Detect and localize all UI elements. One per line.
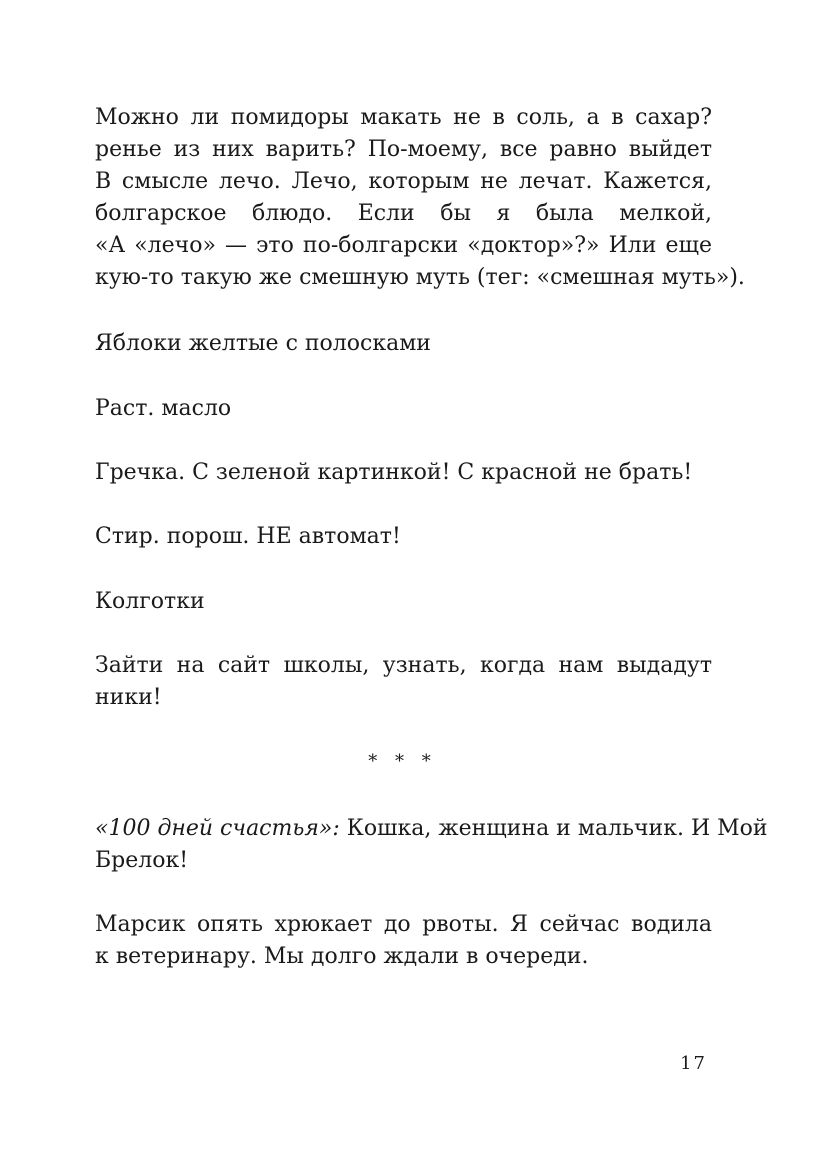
paragraph-line: Можно ли помидоры макать не в соль, а в сахар? [95, 105, 712, 130]
section-separator: * * * [368, 751, 437, 772]
paragraph-line: кую-то такую же смешную муть (тег: «смешная муть»). [95, 265, 745, 290]
list-item-buckwheat: Гречка. С зеленой картинкой! С красной не брать! [95, 460, 693, 485]
paragraph-line: Марсик опять хрюкает до рвоты. Я сейчас водила [95, 912, 712, 937]
paragraph-line: Зайти на сайт школы, узнать, когда нам выдадут [95, 653, 712, 678]
list-item-oil: Раст. масло [95, 396, 232, 421]
list-item-apples: Яблоки желтые с полосками [95, 331, 431, 356]
list-item-tights: Колготки [95, 589, 205, 614]
paragraph-line: ники! [95, 685, 162, 710]
paragraph-line [95, 813, 768, 845]
paragraph-line: к ветеринару. Мы долго ждали в очереди. [95, 944, 589, 969]
paragraph-line: «А «лечо» — это по-болгарски «доктор»?» Или еще [95, 233, 712, 258]
paragraph-school [95, 650, 712, 714]
paragraph-line: Брелок! [95, 848, 189, 873]
page-number: 17 [680, 1053, 707, 1074]
paragraph-line: В смысле лечо. Лечо, которым не лечат. Кажется, [95, 169, 712, 194]
paragraph-line: ренье из них варить? По-моему, все равно выйдет [95, 137, 712, 162]
entry-title: «100 дней счастья»: [95, 816, 340, 841]
paragraph-marsik [95, 909, 712, 973]
list-item-powder: Стир. порош. НЕ автомат! [95, 524, 401, 549]
paragraph-happiness [95, 813, 768, 877]
paragraph-line: болгарское блюдо. Если бы я была мелкой, [95, 201, 712, 226]
paragraph-lecho [95, 102, 745, 294]
entry-text: Кошка, женщина и мальчик. И Мой [339, 816, 768, 841]
